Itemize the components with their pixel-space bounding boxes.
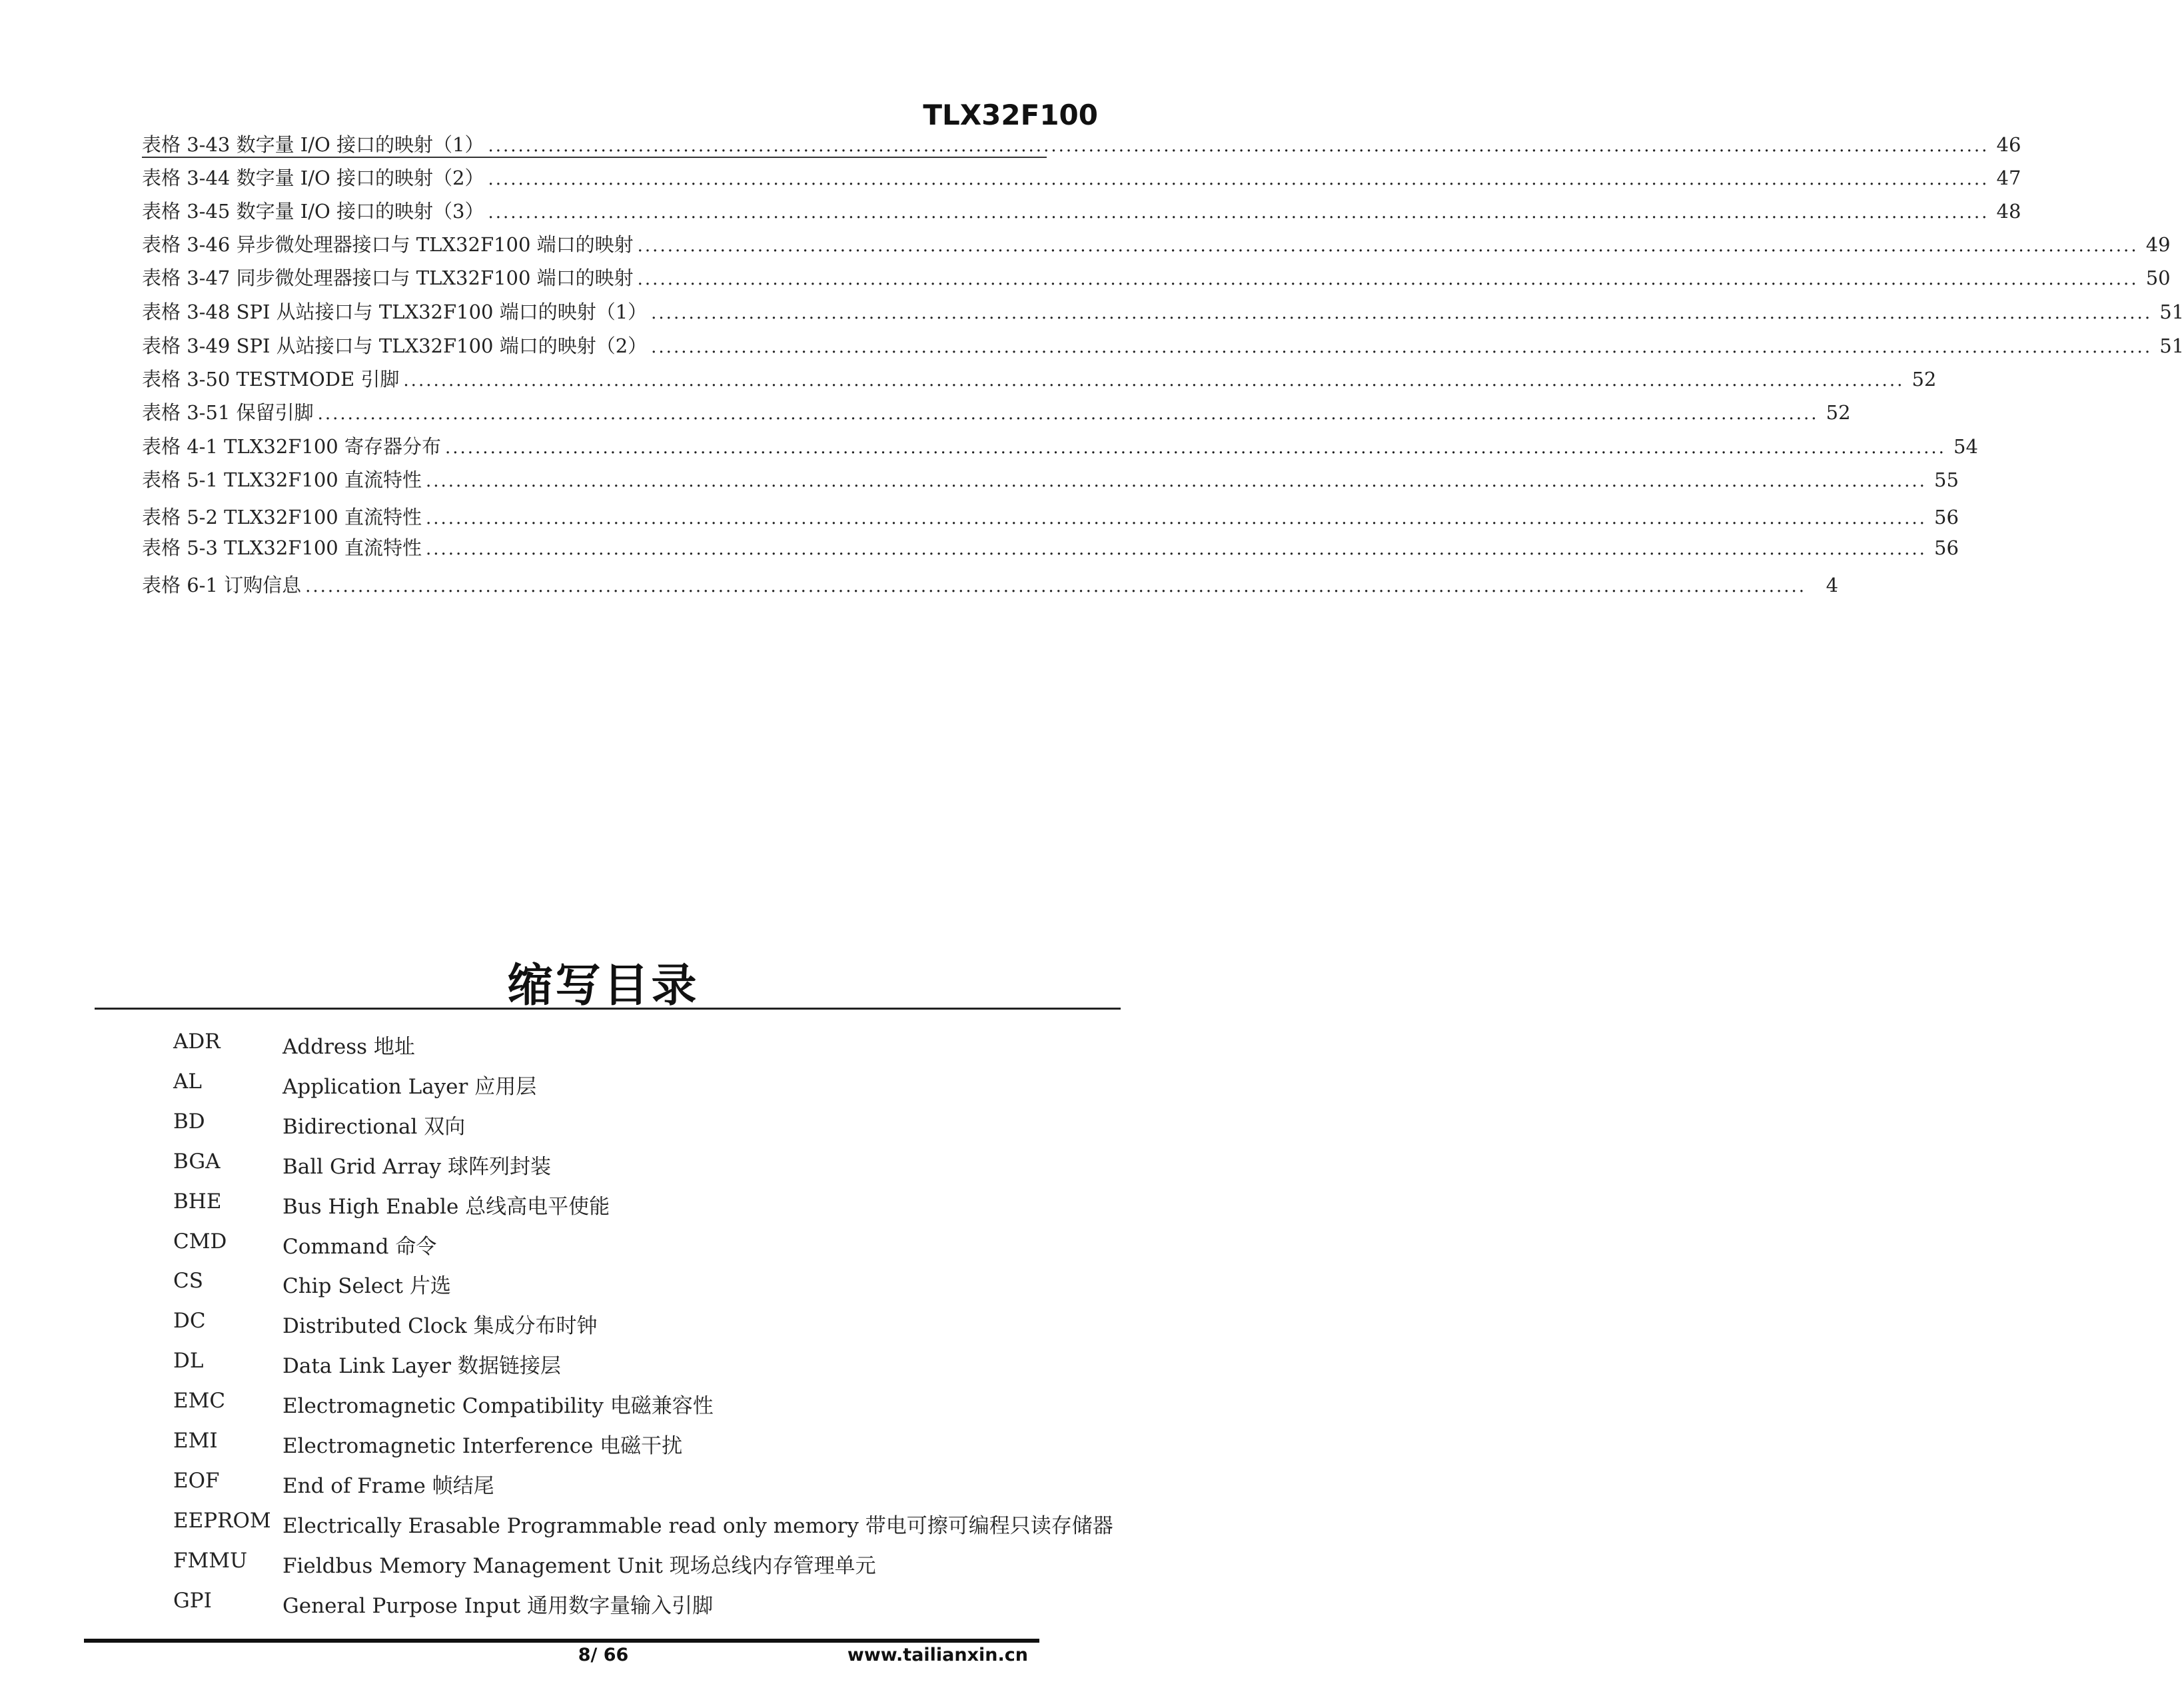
toc-entry-page: 52 bbox=[1826, 401, 1851, 424]
toc-entry-page: 52 bbox=[1911, 368, 1937, 391]
abbreviation-description: Ball Grid Array 球阵列封装 bbox=[282, 1155, 552, 1179]
toc-entry-page: 51 bbox=[2159, 335, 2184, 357]
toc-entry-page: 4 bbox=[1826, 574, 1839, 596]
toc-entry-page: 56 bbox=[1934, 536, 1959, 559]
toc-entry[interactable] bbox=[142, 163, 2021, 193]
toc-entry-page: 48 bbox=[1996, 200, 2021, 223]
toc-entry-page: 49 bbox=[2145, 233, 2171, 256]
toc-entry-title: 表格 3-48 SPI 从站接口与 TLX32F100 端口的映射（1） bbox=[142, 301, 648, 323]
toc-leader-dots: ........................................................................................................................................................................................................ bbox=[651, 303, 2153, 323]
brand-logo-text: TLX32F100 bbox=[923, 99, 1098, 131]
toc-entry-title: 表格 3-51 保留引脚 bbox=[142, 401, 314, 424]
toc-entry-title: 表格 3-45 数字量 I/O 接口的映射（3） bbox=[142, 200, 484, 223]
abbreviation-description: End of Frame 帧结尾 bbox=[282, 1474, 494, 1498]
toc-leader-dots: ........................................................................................................................................................................................................ bbox=[305, 576, 1807, 596]
toc-entry[interactable] bbox=[142, 230, 2171, 259]
abbreviation-key: EMI bbox=[173, 1429, 218, 1453]
toc-leader-dots: ........................................................................................................................................................................................................ bbox=[425, 471, 1927, 491]
abbreviation-description: Address 地址 bbox=[282, 1035, 415, 1059]
toc-entry[interactable] bbox=[142, 263, 2171, 293]
abbreviations-rule bbox=[95, 1008, 1121, 1010]
toc-leader-dots: ........................................................................................................................................................................................................ bbox=[637, 236, 2139, 256]
toc-entry[interactable] bbox=[142, 398, 1851, 427]
toc-entry-title: 表格 5-2 TLX32F100 直流特性 bbox=[142, 506, 422, 528]
abbreviation-key: AL bbox=[173, 1070, 202, 1094]
abbreviation-description: Electromagnetic Interference 电磁干扰 bbox=[282, 1434, 683, 1458]
abbreviation-key: DL bbox=[173, 1349, 204, 1373]
toc-entry[interactable] bbox=[142, 533, 1959, 562]
toc-entry-title: 表格 3-47 同步微处理器接口与 TLX32F100 端口的映射 bbox=[142, 267, 634, 289]
toc-entry-title: 表格 3-44 数字量 I/O 接口的映射（2） bbox=[142, 167, 484, 189]
toc-entry-page: 56 bbox=[1934, 506, 1959, 528]
abbreviation-description: Chip Select 片选 bbox=[282, 1274, 451, 1298]
toc-entry-title: 表格 5-1 TLX32F100 直流特性 bbox=[142, 468, 422, 491]
abbreviation-key: GPI bbox=[173, 1589, 212, 1613]
abbreviation-description: Data Link Layer 数据链接层 bbox=[282, 1354, 561, 1378]
toc-entry[interactable] bbox=[142, 365, 1937, 394]
abbreviation-key: ADR bbox=[173, 1030, 221, 1054]
toc-leader-dots: ........................................................................................................................................................................................................ bbox=[637, 269, 2139, 289]
abbreviation-key: BHE bbox=[173, 1190, 222, 1214]
toc-entry-page: 50 bbox=[2145, 267, 2171, 289]
abbreviation-key: DC bbox=[173, 1309, 206, 1333]
toc-leader-dots: ........................................................................................................................................................................................................ bbox=[425, 539, 1927, 559]
toc-leader-dots: ........................................................................................................................................................................................................ bbox=[488, 136, 1989, 156]
toc-entry-title: 表格 3-49 SPI 从站接口与 TLX32F100 端口的映射（2） bbox=[142, 335, 648, 357]
abbreviation-description: Bus High Enable 总线高电平使能 bbox=[282, 1195, 610, 1219]
toc-entry-title: 表格 3-46 异步微处理器接口与 TLX32F100 端口的映射 bbox=[142, 233, 634, 256]
toc-entry[interactable] bbox=[142, 432, 1978, 461]
toc-leader-dots: ........................................................................................................................................................................................................ bbox=[488, 203, 1989, 223]
footer-url: www.tailianxin.cn bbox=[847, 1645, 1028, 1665]
toc-leader-dots: ........................................................................................................................................................................................................ bbox=[488, 169, 1989, 189]
abbreviation-key: BD bbox=[173, 1110, 205, 1134]
footer-rule bbox=[84, 1639, 1039, 1643]
abbreviation-description: Electrically Erasable Programmable read only memory 带电可擦可编程只读存储器 bbox=[282, 1514, 1113, 1538]
toc-entry[interactable] bbox=[142, 297, 2184, 327]
abbreviation-description: Command 命令 bbox=[282, 1235, 437, 1259]
toc-entry-title: 表格 4-1 TLX32F100 寄存器分布 bbox=[142, 435, 441, 458]
abbreviation-key: EOF bbox=[173, 1469, 220, 1493]
abbreviation-key: BGA bbox=[173, 1150, 221, 1174]
abbreviations-title: 缩写目录 bbox=[507, 960, 700, 1012]
toc-entry[interactable] bbox=[142, 331, 2184, 361]
toc-leader-dots: ........................................................................................................................................................................................................ bbox=[403, 371, 1905, 391]
toc-entry[interactable] bbox=[142, 130, 2021, 159]
abbreviation-description: Bidirectional 双向 bbox=[282, 1115, 466, 1139]
toc-entry-title: 表格 3-50 TESTMODE 引脚 bbox=[142, 368, 400, 391]
toc-entry[interactable] bbox=[142, 502, 1959, 532]
toc-entry-page: 47 bbox=[1996, 167, 2021, 189]
toc-leader-dots: ........................................................................................................................................................................................................ bbox=[651, 337, 2153, 357]
abbreviation-description: Electromagnetic Compatibility 电磁兼容性 bbox=[282, 1394, 714, 1418]
toc-entry-title: 表格 6-1 订购信息 bbox=[142, 574, 302, 596]
toc-entry-title: 表格 5-3 TLX32F100 直流特性 bbox=[142, 536, 422, 559]
abbreviation-key: FMMU bbox=[173, 1549, 248, 1573]
toc-entry[interactable] bbox=[142, 465, 1959, 494]
abbreviation-description: Fieldbus Memory Management Unit 现场总线内存管理单元 bbox=[282, 1554, 876, 1578]
abbreviation-description: Application Layer 应用层 bbox=[282, 1075, 537, 1099]
toc-leader-dots: ........................................................................................................................................................................................................ bbox=[425, 508, 1927, 528]
abbreviation-key: CS bbox=[173, 1269, 203, 1293]
abbreviation-description: General Purpose Input 通用数字量输入引脚 bbox=[282, 1594, 714, 1618]
abbreviation-key: EEPROM bbox=[173, 1509, 271, 1533]
abbreviation-description: Distributed Clock 集成分布时钟 bbox=[282, 1314, 598, 1338]
abbreviation-key: CMD bbox=[173, 1230, 227, 1254]
toc-leader-dots: ........................................................................................................................................................................................................ bbox=[444, 438, 1946, 458]
toc-entry-page: 54 bbox=[1953, 435, 1978, 458]
toc-entry[interactable] bbox=[142, 197, 2021, 226]
toc-entry[interactable] bbox=[142, 570, 1839, 600]
toc-entry-page: 46 bbox=[1996, 133, 2021, 156]
toc-entry-page: 51 bbox=[2159, 301, 2184, 323]
toc-entry-title: 表格 3-43 数字量 I/O 接口的映射（1） bbox=[142, 133, 484, 156]
toc-leader-dots: ........................................................................................................................................................................................................ bbox=[317, 404, 1819, 424]
page-number: 8/ 66 bbox=[578, 1645, 629, 1665]
toc-entry-page: 55 bbox=[1934, 468, 1959, 491]
abbreviation-key: EMC bbox=[173, 1389, 226, 1413]
